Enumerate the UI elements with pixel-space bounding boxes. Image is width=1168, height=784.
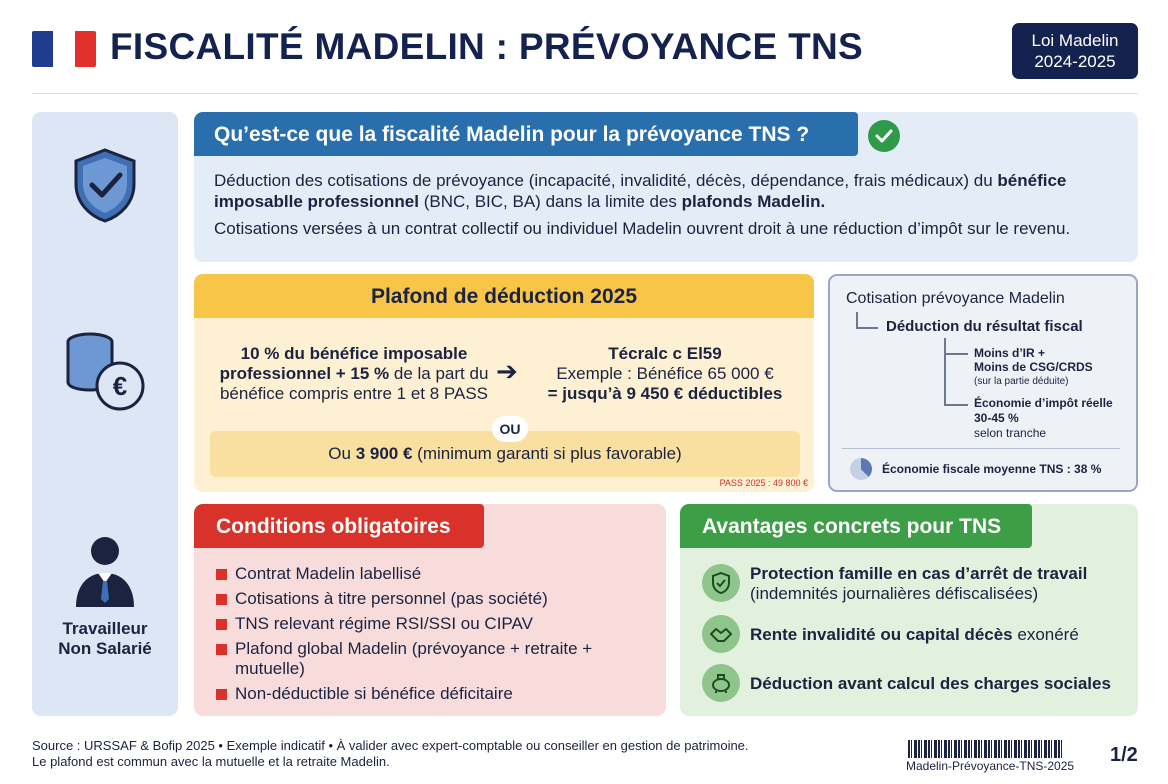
law-badge [1012,23,1138,79]
definition-heading: Qu’est-ce que la fiscalité Madelin pour la prévoyance TNS ? [194,112,858,156]
example-line-2: Exemple : Bénéfice 65 000 € [556,364,774,383]
example-line-3: = jusqu’à 9 450 € déductibles [547,384,783,403]
barcode-text: Madelin-Prévoyance-TNS-2025 [906,759,1075,773]
check-circle-icon [868,120,900,152]
benefit-item-3: Déduction avant calcul des charges sociales [750,674,1111,693]
flow-connector [944,338,946,406]
barcode-icon [908,740,1063,758]
flow-connector [944,404,968,406]
list-item: Contrat Madelin labellisé [216,564,656,584]
shield-icon [702,564,740,602]
flow-connector [856,312,858,328]
badge-line-1: Loi Madelin [1031,31,1119,50]
minimum-box: Ou 3 900 € (minimum garanti si plus favorable) [210,431,800,477]
business-person-icon [70,533,140,609]
average-saving: Économie fiscale moyenne TNS : 38 % [882,462,1102,476]
example-line-1: Técralc c El59 [608,344,722,363]
conditions-heading: Conditions obligatoires [194,504,484,548]
source-line-1: Source : URSSAF & Bofip 2025 • Exemple indicatif • À valider avec expert-comptable ou conseiller en gestion de patrimoine. [32,738,749,753]
header-divider [32,93,1138,94]
ceiling-example [530,344,800,404]
list-item: TNS relevant régime RSI/SSI ou CIPAV [216,614,656,634]
flow-title: Cotisation prévoyance Madelin [846,290,1065,307]
list-item: Non-déductible si bénéfice déficitaire [216,684,656,704]
pass-note: PASS 2025 : 49 800 € [719,478,808,488]
ceiling-heading: Plafond de déduction 2025 [194,274,814,318]
flow-step-2: Moins d’IR + Moins de CSG/CRDS [974,346,1093,374]
benefit-item-2: Rente invalidité ou capital décès exonéré [750,625,1079,644]
sidebar-label-line-2: Non Salarié [58,639,152,658]
flow-divider [842,448,1120,449]
badge-line-2: 2024-2025 [1034,52,1116,71]
source-line-2: Le plafond est commun avec la mutuelle et la retraite Madelin. [32,754,390,769]
flow-connector [856,327,878,329]
flow-step-2-note: (sur la partie déduite) [974,376,1069,387]
flow-step-3: Économie d’impôt réelle 30-45 % selon tranche [974,396,1113,440]
page-number: 1/2 [1110,744,1138,766]
benefit-item-1: Protection famille en cas d’arrêt de travail (indemnités journalières défiscalisées) [750,564,1088,603]
definition-text-1: Déduction des cotisations de prévoyance (incapacité, invalidité, décès, dépendance, frais médicaux) du bénéfice imposablle professionnel (BNC, BIC, BA) dans la limite des plafonds Madelin. [214,171,1067,211]
definition-text-2: Cotisations versées à un contrat collectif ou individuel Madelin ouvrent droit à une réduction d’impôt sur le revenu. [214,219,1071,238]
flow-connector [944,353,968,355]
french-flag-icon [32,31,96,67]
page-title: FISCALITÉ MADELIN : PRÉVOYANCE TNS [110,26,863,67]
pie-chart-icon [850,458,872,480]
source-note [32,738,892,770]
coins-euro-icon [64,330,148,412]
flow-step-1: Déduction du résultat fiscal [886,318,1083,335]
or-separator: OU [492,416,528,442]
conditions-list [216,564,656,709]
sidebar-label [32,619,178,659]
handshake-icon [702,615,740,653]
shield-check-icon [70,146,140,224]
list-item: Cotisations à titre personnel (pas société) [216,589,656,609]
sidebar-label-line-1: Travailleur [62,619,148,638]
benefits-heading: Avantages concrets pour TNS [680,504,1032,548]
list-item: Plafond global Madelin (prévoyance + retraite + mutuelle) [216,639,656,679]
svg-text:€: € [112,371,128,401]
piggy-bank-icon [702,664,740,702]
arrow-right-icon: ➔ [496,356,518,386]
ceiling-rule: 10 % du bénéfice imposable professionnel + 15 % de la part du bénéfice compris entre 1 et 8 PASS [219,344,489,403]
